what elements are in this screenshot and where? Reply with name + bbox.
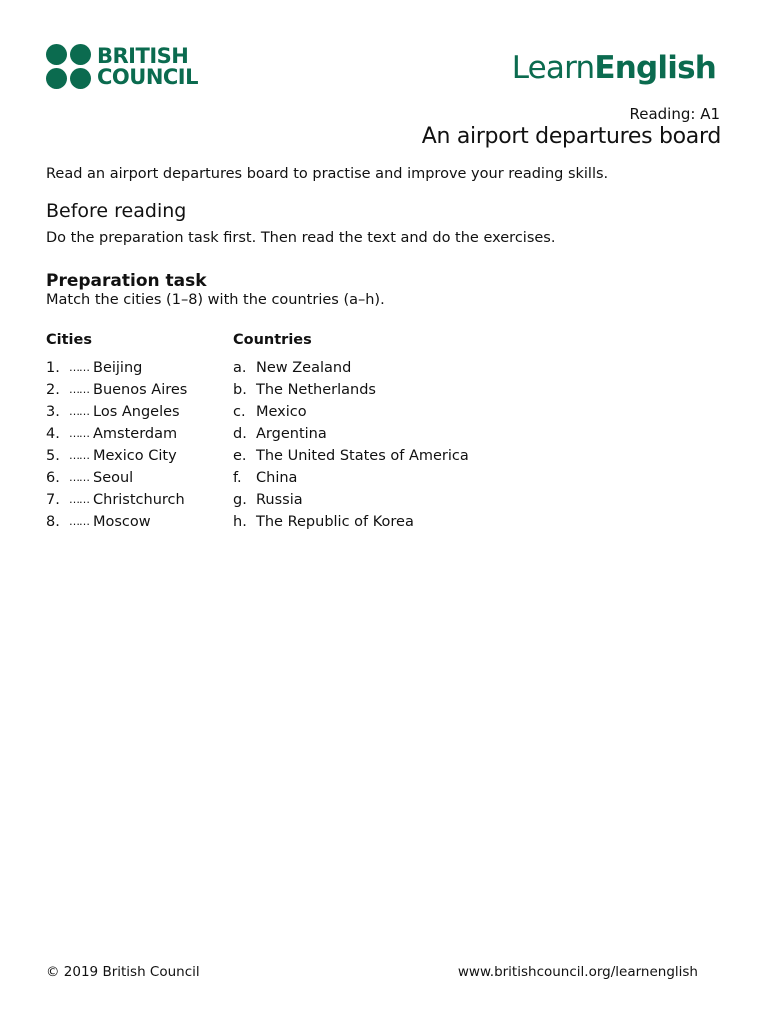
city-number: 2. bbox=[46, 382, 60, 398]
list-item bbox=[233, 489, 469, 511]
city-name: Moscow bbox=[93, 514, 151, 530]
british-council-dots-icon bbox=[46, 44, 91, 89]
list-item bbox=[46, 445, 187, 467]
city-name: Mexico City bbox=[93, 448, 177, 464]
city-number: 3. bbox=[46, 404, 60, 420]
intro-text: Read an airport departures board to practise and improve your reading skills. bbox=[46, 166, 609, 182]
country-letter: h. bbox=[233, 514, 247, 530]
page-title: An airport departures board bbox=[421, 124, 721, 149]
city-number: 4. bbox=[46, 426, 60, 442]
answer-blank: …… bbox=[69, 471, 89, 484]
british-council-logo bbox=[46, 44, 198, 89]
country-letter: a. bbox=[233, 360, 247, 376]
country-name: The United States of America bbox=[256, 448, 469, 464]
list-item bbox=[233, 357, 469, 379]
city-name: Los Angeles bbox=[93, 404, 180, 420]
list-item bbox=[46, 379, 187, 401]
city-name: Christchurch bbox=[93, 492, 185, 508]
answer-blank: …… bbox=[69, 515, 89, 528]
city-name: Buenos Aires bbox=[93, 382, 188, 398]
list-item bbox=[46, 511, 187, 533]
preparation-task-instruction: Match the cities (1–8) with the countries (a–h). bbox=[46, 292, 385, 308]
list-item bbox=[233, 423, 469, 445]
answer-blank: …… bbox=[69, 383, 89, 396]
answer-blank: …… bbox=[69, 361, 89, 374]
list-item bbox=[46, 489, 187, 511]
cities-list bbox=[46, 357, 187, 533]
country-name: New Zealand bbox=[256, 360, 352, 376]
list-item bbox=[233, 379, 469, 401]
answer-blank: …… bbox=[69, 427, 89, 440]
country-letter: f. bbox=[233, 470, 242, 486]
cities-heading: Cities bbox=[46, 332, 92, 348]
city-name: Amsterdam bbox=[93, 426, 178, 442]
country-name: Russia bbox=[256, 492, 303, 508]
city-number: 8. bbox=[46, 514, 60, 530]
before-reading-heading: Before reading bbox=[46, 200, 187, 222]
answer-blank: …… bbox=[69, 493, 89, 506]
list-item bbox=[233, 511, 469, 533]
learnenglish-logo-english: English bbox=[594, 50, 716, 86]
city-name: Beijing bbox=[93, 360, 143, 376]
answer-blank: …… bbox=[69, 449, 89, 462]
city-name: Seoul bbox=[93, 470, 134, 486]
city-number: 6. bbox=[46, 470, 60, 486]
country-letter: g. bbox=[233, 492, 247, 508]
country-letter: e. bbox=[233, 448, 247, 464]
list-item bbox=[46, 467, 187, 489]
country-letter: c. bbox=[233, 404, 246, 420]
british-council-wordmark: BRITISH COUNCIL bbox=[97, 43, 198, 89]
list-item bbox=[233, 467, 469, 489]
level-label: Reading: A1 bbox=[629, 105, 720, 123]
list-item bbox=[46, 401, 187, 423]
list-item bbox=[233, 445, 469, 467]
list-item bbox=[46, 357, 187, 379]
answer-blank: …… bbox=[69, 405, 89, 418]
before-reading-instruction: Do the preparation task first. Then read the text and do the exercises. bbox=[46, 230, 556, 246]
page-header bbox=[0, 0, 768, 100]
country-name: The Republic of Korea bbox=[256, 514, 414, 530]
learnenglish-logo bbox=[512, 50, 716, 86]
country-letter: d. bbox=[233, 426, 247, 442]
country-name: Mexico bbox=[256, 404, 307, 420]
city-number: 5. bbox=[46, 448, 60, 464]
learnenglish-logo-learn: Learn bbox=[511, 50, 595, 86]
country-name: China bbox=[256, 470, 298, 486]
countries-list bbox=[233, 357, 469, 533]
countries-heading: Countries bbox=[233, 332, 312, 348]
country-name: Argentina bbox=[256, 426, 327, 442]
footer-url-link[interactable]: www.britishcouncil.org/learnenglish bbox=[457, 964, 698, 980]
list-item bbox=[46, 423, 187, 445]
list-item bbox=[233, 401, 469, 423]
footer-copyright: © 2019 British Council bbox=[46, 964, 200, 980]
country-letter: b. bbox=[233, 382, 247, 398]
country-name: The Netherlands bbox=[256, 382, 376, 398]
preparation-task-heading: Preparation task bbox=[46, 271, 207, 291]
city-number: 7. bbox=[46, 492, 60, 508]
city-number: 1. bbox=[46, 360, 60, 376]
